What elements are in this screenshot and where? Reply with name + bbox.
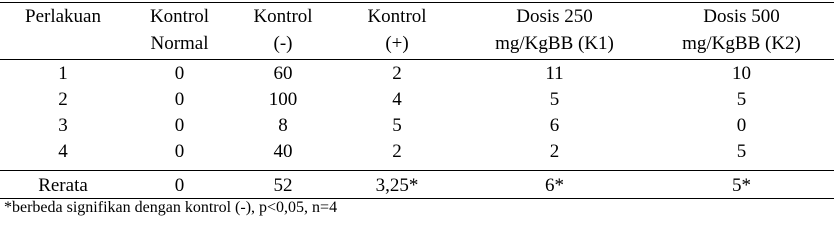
header-dosis-250-line1: Dosis 250	[516, 6, 593, 27]
mean-cell: 5*	[732, 175, 751, 196]
table-cell: 1	[58, 63, 68, 84]
mean-cell: 0	[174, 175, 185, 196]
table-cell: 0	[174, 141, 185, 162]
header-dosis-500-line1: Dosis 500	[703, 6, 780, 27]
table-footnote: *berbeda signifikan dengan kontrol (-), p<0,05, n=4	[4, 199, 338, 216]
table-cell: 10	[732, 63, 751, 84]
table-cell: 100	[268, 89, 298, 110]
table-cell: 5	[549, 89, 560, 110]
table-cell: 40	[273, 141, 293, 162]
table-cell: 3	[58, 115, 68, 136]
table-cell: 0	[174, 63, 185, 84]
table-cell: 4	[58, 141, 68, 162]
header-perlakuan: Perlakuan	[25, 6, 101, 27]
mean-cell: 52	[273, 175, 293, 196]
table-cell: 2	[58, 89, 68, 110]
table-cell: 0	[174, 115, 185, 136]
header-kontrol-normal-line1: Kontrol	[149, 6, 210, 27]
table-cell: 2	[392, 141, 402, 162]
header-dosis-250-line2: mg/KgBB (K1)	[495, 33, 614, 54]
header-kontrol-negatif-line2: (-)	[273, 33, 293, 54]
table-cell: 0	[174, 89, 185, 110]
header-bottom-rule	[0, 59, 834, 60]
table-cell: 60	[273, 63, 293, 84]
table-cell: 0	[736, 115, 747, 136]
mean-cell: 6*	[545, 175, 564, 196]
mean-top-rule	[0, 170, 834, 171]
table-cell: 4	[392, 89, 402, 110]
table-top-rule	[0, 2, 834, 3]
table-cell: 6	[549, 115, 560, 136]
table-cell: 5	[736, 141, 747, 162]
header-kontrol-positif-line2: (+)	[385, 33, 409, 54]
header-kontrol-normal-line2: Normal	[150, 33, 209, 54]
header-dosis-500-line2: mg/KgBB (K2)	[682, 33, 801, 54]
mean-label: Rerata	[38, 175, 88, 196]
table-cell: 8	[278, 115, 288, 136]
table-cell: 2	[392, 63, 402, 84]
table-cell: 11	[545, 63, 564, 84]
table-cell: 5	[736, 89, 747, 110]
table-cell: 5	[392, 115, 402, 136]
mean-cell: 3,25*	[375, 175, 419, 196]
table-cell: 2	[549, 141, 560, 162]
header-kontrol-positif-line1: Kontrol	[367, 6, 427, 27]
header-kontrol-negatif-line1: Kontrol	[253, 6, 313, 27]
